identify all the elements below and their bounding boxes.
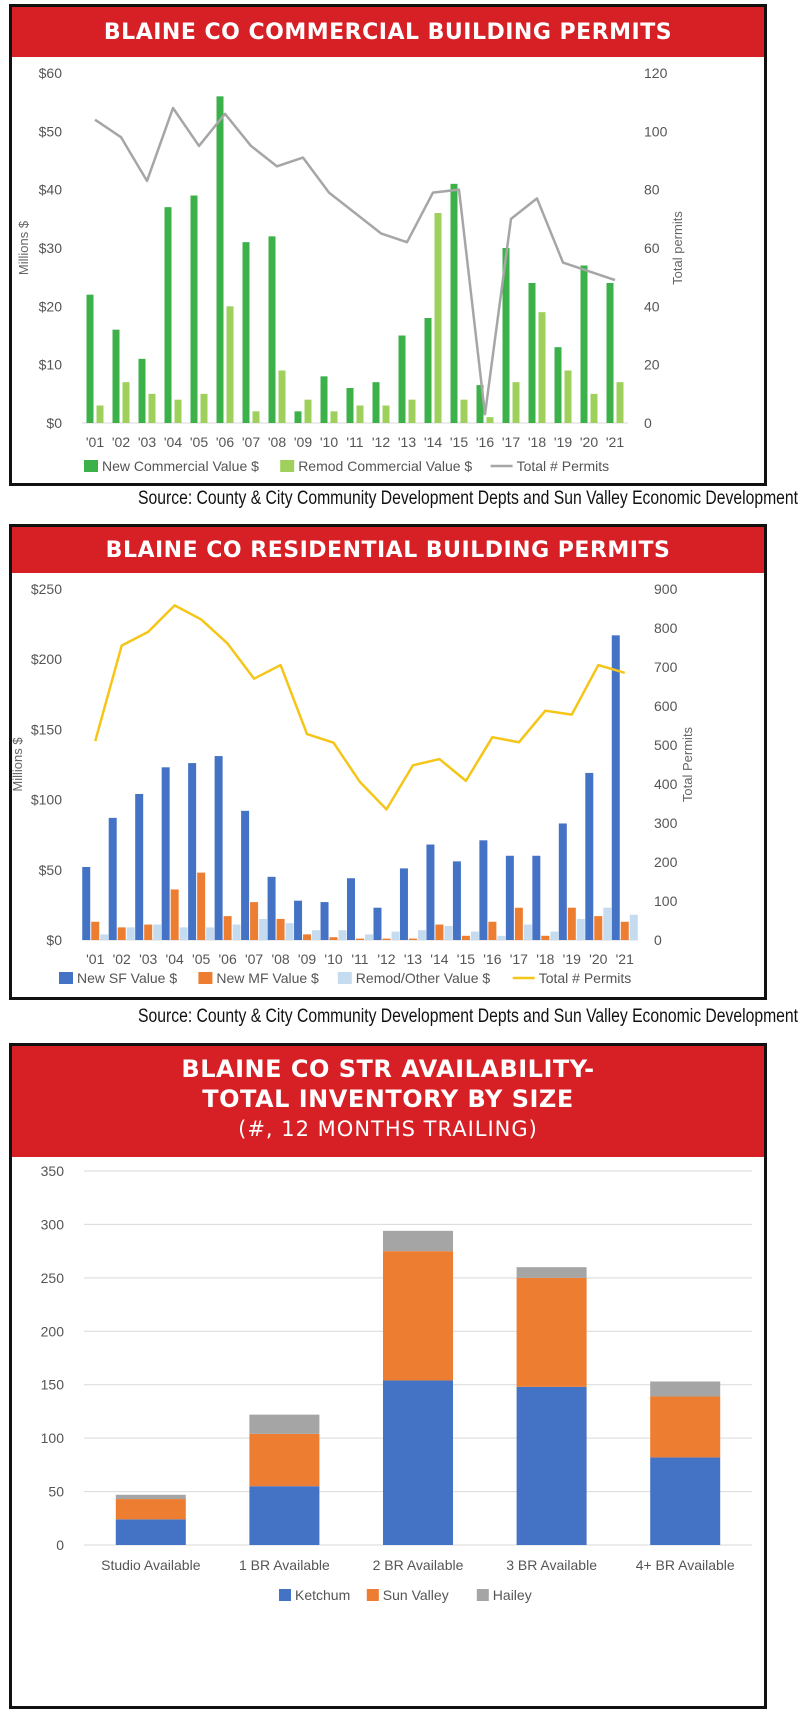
commercial-permits-panel xyxy=(9,4,767,486)
bar-remod-other-value xyxy=(630,915,638,940)
bar-sun-valley xyxy=(517,1278,587,1387)
x-tick-label: '08 xyxy=(267,434,287,450)
x-tick-label: '07 xyxy=(244,951,264,967)
y-tick-label: $200 xyxy=(30,651,62,668)
bar-remod-other-value xyxy=(180,927,188,940)
x-tick-label: '07 xyxy=(241,434,261,450)
x-tick-label: '04 xyxy=(165,951,184,967)
legend-label: Sun Valley xyxy=(382,1587,449,1603)
y-axis-title: Millions $ xyxy=(10,737,25,792)
residential-permits-panel xyxy=(9,524,767,1000)
str-title-line1: BLAINE CO STR AVAILABILITY- xyxy=(181,1055,595,1083)
y2-tick-label: 120 xyxy=(644,65,668,81)
legend-swatch xyxy=(279,1589,291,1601)
legend-label: Ketchum xyxy=(295,1587,351,1603)
bar-new-sf-value xyxy=(532,856,540,940)
bar-remod-commercial-value xyxy=(487,417,494,423)
y-tick-label: 50 xyxy=(48,1483,64,1500)
bar-remod-other-value xyxy=(418,930,426,940)
residential-source-note: Source: County & City Community Development Depts and Sun Valley Economic Development xyxy=(138,1006,798,1027)
x-tick-label: '17 xyxy=(501,434,521,450)
legend-swatch xyxy=(198,972,212,984)
y-tick-label: $40 xyxy=(38,181,62,198)
y-tick-label: $10 xyxy=(38,356,62,373)
bar-remod-commercial-value xyxy=(97,406,104,424)
bar-new-mf-value xyxy=(303,934,311,940)
bar-remod-other-value xyxy=(603,908,611,940)
bar-new-mf-value xyxy=(91,922,99,940)
bar-sun-valley xyxy=(249,1434,319,1486)
bar-hailey xyxy=(650,1382,720,1397)
y2-tick-label: 20 xyxy=(644,356,660,373)
bar-new-mf-value xyxy=(568,908,576,940)
bar-new-commercial-value xyxy=(217,96,224,423)
bar-new-commercial-value xyxy=(113,330,120,423)
bar-sun-valley xyxy=(116,1499,186,1519)
bar-remod-commercial-value xyxy=(149,394,156,423)
bar-new-mf-value xyxy=(224,916,232,940)
x-tick-label: '13 xyxy=(397,434,417,450)
y2-tick-label: 0 xyxy=(654,932,662,948)
bar-remod-commercial-value xyxy=(331,411,338,423)
bar-new-sf-value xyxy=(109,818,117,940)
x-tick-label: '08 xyxy=(271,951,290,967)
x-tick-label: '05 xyxy=(189,434,209,450)
bar-hailey xyxy=(249,1415,319,1434)
str-subtitle: (#, 12 MONTHS TRAILING) xyxy=(238,1117,538,1141)
bar-new-sf-value xyxy=(426,845,434,940)
bar-ketchum xyxy=(249,1486,319,1545)
x-tick-label: '03 xyxy=(139,951,158,967)
bar-remod-other-value xyxy=(259,919,267,940)
commercial-source-note: Source: County & City Community Development Depts and Sun Valley Economic Development xyxy=(138,488,798,509)
x-tick-label: '09 xyxy=(297,951,317,967)
x-tick-label: '20 xyxy=(579,434,599,450)
bar-remod-commercial-value xyxy=(123,382,130,423)
x-tick-label: '01 xyxy=(86,951,105,967)
bar-new-commercial-value xyxy=(451,184,458,423)
bar-new-mf-value xyxy=(462,936,470,940)
bar-remod-other-value xyxy=(391,932,399,940)
bar-remod-other-value xyxy=(127,927,135,940)
bar-new-commercial-value xyxy=(243,242,250,423)
x-tick-label: '06 xyxy=(215,434,235,450)
y2-tick-label: 400 xyxy=(654,776,678,792)
bar-new-mf-value xyxy=(197,873,205,940)
bar-new-sf-value xyxy=(347,878,355,940)
bar-remod-other-value xyxy=(550,932,558,940)
bar-new-commercial-value xyxy=(87,295,94,423)
x-tick-label: Studio Available xyxy=(101,1557,201,1573)
x-tick-label: '15 xyxy=(456,951,476,967)
bar-new-mf-value xyxy=(171,889,179,940)
legend-label: Remod Commercial Value $ xyxy=(298,458,473,474)
y-tick-label: $60 xyxy=(38,65,62,81)
x-tick-label: 4+ BR Available xyxy=(635,1557,735,1573)
y-tick-label: 100 xyxy=(40,1430,64,1447)
x-tick-label: '19 xyxy=(562,951,581,967)
bar-new-mf-value xyxy=(277,919,285,940)
x-tick-label: '03 xyxy=(137,434,157,450)
bar-remod-commercial-value xyxy=(617,382,624,423)
str-inventory-panel xyxy=(9,1043,767,1709)
legend-swatch xyxy=(338,972,352,984)
bar-remod-other-value xyxy=(365,934,373,940)
bar-new-sf-value xyxy=(268,877,276,940)
x-tick-label: '14 xyxy=(423,434,443,450)
y2-tick-label: 900 xyxy=(654,581,678,597)
line-total-permits xyxy=(95,605,625,809)
x-tick-label: '11 xyxy=(346,434,364,450)
x-tick-label: '15 xyxy=(449,434,469,450)
bar-new-commercial-value xyxy=(295,411,302,423)
x-tick-label: 2 BR Available xyxy=(372,1557,464,1573)
bar-remod-other-value xyxy=(497,936,505,940)
y2-axis-title: Total permits xyxy=(670,211,685,285)
y2-tick-label: 700 xyxy=(654,659,678,675)
bar-remod-commercial-value xyxy=(513,382,520,423)
bar-new-mf-value xyxy=(144,925,152,940)
y-axis-title: Millions $ xyxy=(16,220,31,276)
bar-ketchum xyxy=(517,1387,587,1545)
x-tick-label: '05 xyxy=(192,951,211,967)
str-chart-title xyxy=(12,1046,764,1157)
x-tick-label: '01 xyxy=(85,434,105,450)
bar-new-sf-value xyxy=(479,840,487,940)
y2-tick-label: 100 xyxy=(644,123,668,140)
bar-new-commercial-value xyxy=(191,196,198,424)
bar-ketchum xyxy=(650,1457,720,1545)
bar-new-mf-value xyxy=(515,908,523,940)
x-tick-label: '21 xyxy=(605,434,625,450)
bar-new-sf-value xyxy=(559,823,567,940)
y2-tick-label: 500 xyxy=(654,737,678,753)
x-tick-label: '20 xyxy=(589,951,608,967)
x-tick-label: '14 xyxy=(430,951,449,967)
bar-new-mf-value xyxy=(330,937,338,940)
bar-remod-commercial-value xyxy=(305,400,312,423)
legend-swatch xyxy=(367,1589,379,1601)
bar-new-sf-value xyxy=(585,773,593,940)
bar-remod-other-value xyxy=(206,927,214,940)
residential-chart xyxy=(12,573,764,997)
bar-remod-other-value xyxy=(233,925,241,940)
bar-hailey xyxy=(517,1267,587,1278)
x-tick-label: '18 xyxy=(536,951,555,967)
residential-chart-title: BLAINE CO RESIDENTIAL BUILDING PERMITS xyxy=(12,527,764,573)
bar-new-commercial-value xyxy=(581,266,588,424)
bar-new-commercial-value xyxy=(529,283,536,423)
x-tick-label: '11 xyxy=(351,951,369,967)
bar-remod-other-value xyxy=(577,919,585,940)
y-tick-label: 300 xyxy=(40,1216,64,1233)
bar-new-sf-value xyxy=(506,856,514,940)
bar-new-commercial-value xyxy=(425,318,432,423)
legend-label: New MF Value $ xyxy=(216,970,319,986)
y-tick-label: $0 xyxy=(46,415,62,431)
x-tick-label: '02 xyxy=(112,951,131,967)
y2-tick-label: 300 xyxy=(654,815,678,831)
bar-remod-commercial-value xyxy=(201,394,208,423)
bar-remod-commercial-value xyxy=(383,406,390,424)
bar-remod-commercial-value xyxy=(227,306,234,423)
y-tick-label: 0 xyxy=(56,1537,64,1553)
y2-tick-label: 0 xyxy=(644,415,652,431)
y2-tick-label: 800 xyxy=(654,620,678,636)
x-tick-label: '19 xyxy=(553,434,573,450)
bar-remod-commercial-value xyxy=(539,312,546,423)
x-tick-label: 3 BR Available xyxy=(506,1557,598,1573)
bar-ketchum xyxy=(383,1380,453,1545)
bar-new-sf-value xyxy=(294,901,302,940)
x-tick-label: '10 xyxy=(324,951,343,967)
x-tick-label: '16 xyxy=(475,434,495,450)
bar-remod-other-value xyxy=(312,930,320,940)
bar-new-commercial-value xyxy=(165,207,172,423)
bar-new-commercial-value xyxy=(321,376,328,423)
bar-remod-commercial-value xyxy=(279,371,286,424)
bar-new-sf-value xyxy=(373,908,381,940)
bar-remod-other-value xyxy=(471,932,479,940)
bar-ketchum xyxy=(116,1519,186,1545)
bar-new-mf-value xyxy=(409,939,417,940)
bar-new-sf-value xyxy=(215,756,223,940)
y2-axis-title: Total Permits xyxy=(680,726,695,803)
x-tick-label: '12 xyxy=(377,951,396,967)
bar-new-mf-value xyxy=(594,916,602,940)
legend-label: Remod/Other Value $ xyxy=(355,970,491,986)
y2-tick-label: 600 xyxy=(654,698,678,714)
y-tick-label: 250 xyxy=(40,1269,64,1286)
y2-tick-label: 40 xyxy=(644,298,660,315)
bar-remod-commercial-value xyxy=(565,371,572,424)
bar-remod-commercial-value xyxy=(253,411,260,423)
bar-remod-commercial-value xyxy=(461,400,468,423)
bar-sun-valley xyxy=(383,1251,453,1380)
x-tick-label: '09 xyxy=(293,434,313,450)
bar-new-sf-value xyxy=(82,867,90,940)
bar-sun-valley xyxy=(650,1396,720,1457)
bar-new-sf-value xyxy=(453,861,461,940)
bar-new-sf-value xyxy=(612,635,620,940)
x-tick-label: '16 xyxy=(483,951,502,967)
legend-label: Hailey xyxy=(492,1587,532,1603)
bar-new-commercial-value xyxy=(139,359,146,423)
bar-new-commercial-value xyxy=(347,388,354,423)
x-tick-label: '18 xyxy=(527,434,547,450)
bar-new-mf-value xyxy=(118,927,126,940)
bar-remod-other-value xyxy=(286,923,294,940)
bar-new-mf-value xyxy=(621,922,629,940)
bar-new-mf-value xyxy=(488,922,496,940)
legend-swatch xyxy=(84,460,98,472)
str-chart xyxy=(12,1157,764,1706)
str-title-line2: TOTAL INVENTORY BY SIZE xyxy=(202,1085,574,1113)
legend-label: New Commercial Value $ xyxy=(102,458,259,474)
legend-swatch xyxy=(280,460,294,472)
y-tick-label: $100 xyxy=(30,791,62,808)
y-tick-label: 350 xyxy=(40,1163,64,1179)
bar-remod-commercial-value xyxy=(357,406,364,424)
y-tick-label: 200 xyxy=(40,1323,64,1340)
legend-swatch xyxy=(59,972,73,984)
x-tick-label: '04 xyxy=(163,434,183,450)
commercial-chart-title: BLAINE CO COMMERCIAL BUILDING PERMITS xyxy=(12,7,764,57)
bar-new-commercial-value xyxy=(607,283,614,423)
bar-new-mf-value xyxy=(435,925,443,940)
y-tick-label: $50 xyxy=(38,861,62,878)
legend-label: New SF Value $ xyxy=(77,970,178,986)
bar-new-sf-value xyxy=(188,763,196,940)
legend-label: Total # Permits xyxy=(538,970,632,986)
bar-remod-commercial-value xyxy=(591,394,598,423)
x-tick-label: '06 xyxy=(218,951,237,967)
y-tick-label: 150 xyxy=(40,1376,64,1393)
bar-new-mf-value xyxy=(250,902,258,940)
bar-remod-other-value xyxy=(444,926,452,940)
y-tick-label: $150 xyxy=(30,721,62,738)
x-tick-label: '21 xyxy=(615,951,634,967)
bar-remod-commercial-value xyxy=(435,213,442,423)
bar-remod-other-value xyxy=(100,934,108,940)
y2-tick-label: 60 xyxy=(644,240,660,256)
bar-new-mf-value xyxy=(541,936,549,940)
x-tick-label: '10 xyxy=(319,434,339,450)
x-tick-label: '17 xyxy=(509,951,528,967)
y-tick-label: $30 xyxy=(38,240,62,256)
bar-remod-commercial-value xyxy=(409,400,416,423)
legend-label: Total # Permits xyxy=(516,458,610,474)
bar-new-sf-value xyxy=(135,794,143,940)
bar-remod-other-value xyxy=(339,930,347,940)
bar-new-sf-value xyxy=(241,811,249,940)
bar-new-sf-value xyxy=(321,902,329,940)
bar-new-commercial-value xyxy=(399,336,406,424)
bar-hailey xyxy=(383,1231,453,1251)
bar-remod-commercial-value xyxy=(175,400,182,423)
bar-new-commercial-value xyxy=(555,347,562,423)
bar-remod-other-value xyxy=(153,925,161,940)
bar-new-mf-value xyxy=(382,939,390,940)
x-tick-label: '02 xyxy=(111,434,131,450)
line-total-permits xyxy=(95,108,615,414)
y2-tick-label: 200 xyxy=(654,854,678,870)
commercial-chart xyxy=(12,57,764,483)
y-tick-label: $250 xyxy=(30,581,62,597)
y2-tick-label: 100 xyxy=(654,893,678,909)
x-tick-label: '13 xyxy=(403,951,423,967)
y2-tick-label: 80 xyxy=(644,181,660,198)
bar-new-mf-value xyxy=(356,939,364,940)
x-tick-label: 1 BR Available xyxy=(238,1557,330,1573)
bar-new-sf-value xyxy=(162,767,170,940)
legend-swatch xyxy=(477,1589,489,1601)
y-tick-label: $20 xyxy=(38,298,62,315)
bar-new-commercial-value xyxy=(269,236,276,423)
y-tick-label: $50 xyxy=(38,123,62,140)
bar-remod-other-value xyxy=(524,925,532,940)
bar-new-sf-value xyxy=(400,868,408,940)
x-tick-label: '12 xyxy=(371,434,391,450)
y-tick-label: $0 xyxy=(46,932,62,948)
bar-hailey xyxy=(116,1495,186,1499)
bar-new-commercial-value xyxy=(373,382,380,423)
